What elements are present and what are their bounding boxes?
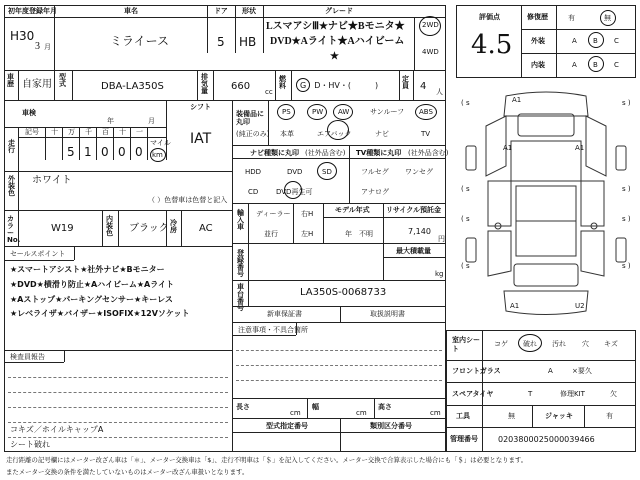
sales-line2: ★DVD★横滑り防止★Aハイビーム★Aライト bbox=[10, 280, 174, 289]
displacement-label: 排気量 bbox=[201, 73, 208, 95]
color-no-value: W19 bbox=[51, 223, 74, 234]
door-label: ドア bbox=[214, 7, 228, 15]
glass-opt-a: A bbox=[548, 367, 553, 375]
height-unit: cm bbox=[430, 409, 441, 417]
displacement-unit: cc bbox=[265, 88, 273, 96]
glass-opt-b: ×要久 bbox=[572, 367, 592, 375]
height-label: 高さ bbox=[378, 403, 392, 411]
length-unit: cm bbox=[290, 409, 301, 417]
mileage-unit-mile: マイル bbox=[150, 139, 171, 147]
recycle-label: リサイクル預託金 bbox=[386, 206, 442, 214]
mileage-label: 走行 bbox=[8, 139, 15, 154]
ac-label: 冷房 bbox=[170, 219, 177, 234]
interior-color-label: 内装色 bbox=[106, 215, 113, 237]
inspection-year-unit: 年 bbox=[107, 117, 114, 125]
equipment-sub: (純正のみ) bbox=[236, 130, 270, 138]
shape: HB bbox=[239, 35, 257, 49]
recycle-unit: 円 bbox=[438, 235, 445, 243]
seat-opt-torn: 破れ bbox=[523, 340, 537, 348]
chassis-label: 車台番号 bbox=[237, 283, 244, 312]
sales-line3: ★Aストップ★パーキングセンサー★キーレス bbox=[10, 295, 173, 304]
exterior-note: （ ）色替車は色替と記入 bbox=[148, 196, 228, 204]
width-label: 幅 bbox=[312, 403, 319, 411]
inspection-month-unit: 月 bbox=[148, 117, 155, 125]
diagram-bracket-1: ( s bbox=[461, 99, 470, 107]
registration-label: 登録番号 bbox=[237, 249, 244, 278]
class-label: 類別区分番号 bbox=[370, 422, 412, 430]
drive-4wd: 4WD bbox=[422, 48, 439, 56]
nav-hdd: HDD bbox=[245, 168, 262, 176]
equip-nav: ナビ bbox=[375, 130, 389, 138]
shape-label: 形状 bbox=[242, 7, 256, 15]
max-load-unit: kg bbox=[435, 270, 444, 278]
shift-value: IAT bbox=[190, 131, 212, 147]
first-reg-month: 3 bbox=[35, 41, 40, 52]
seat-opt-scratch: キズ bbox=[604, 340, 618, 348]
footer-line2: またメーター交換の条件を満たしていないものはメーター改ざん車扱いとなります。 bbox=[6, 468, 249, 476]
first-reg-label: 初年度登録年月 bbox=[8, 7, 57, 15]
spare-opt-none: 欠 bbox=[610, 390, 617, 398]
inspection-label: 車検 bbox=[22, 109, 36, 117]
tools-label: 工具 bbox=[456, 412, 470, 420]
grade-line2: DVD★Aライト★Aハイビーム bbox=[270, 36, 405, 47]
max-load-label: 最大積載量 bbox=[396, 247, 431, 255]
diagram-bracket-8: s ) bbox=[622, 262, 631, 270]
spare-opt-t: T bbox=[528, 390, 533, 398]
sales-label: セールスポイント bbox=[10, 250, 66, 258]
exterior-grade-a: A bbox=[572, 37, 577, 45]
tv-title: TV種類に丸印 bbox=[356, 149, 402, 157]
interior-grade-a: A bbox=[572, 61, 577, 69]
exterior-grade-label: 外装 bbox=[531, 37, 545, 45]
interior-color-value: ブラック bbox=[129, 223, 169, 234]
capacity-value: 4 bbox=[420, 81, 427, 92]
diagram-bracket-5: ( s bbox=[461, 215, 470, 223]
grade-line3: ★ bbox=[330, 51, 339, 62]
type-spec-label: 型式指定番号 bbox=[266, 422, 308, 430]
shift-label: シフト bbox=[190, 103, 211, 111]
first-reg-month-unit: 月 bbox=[44, 43, 51, 51]
grade-line1: LスマアシⅢ★ナビ★Bモニタ★ bbox=[266, 21, 405, 32]
first-reg-year: H30 bbox=[10, 29, 35, 43]
equip-leather: 本革 bbox=[280, 130, 294, 138]
model-year-label: モデル年式 bbox=[335, 206, 370, 214]
capacity-unit: 人 bbox=[436, 88, 443, 96]
chassis-value: LA350S-0068733 bbox=[300, 287, 387, 298]
mgmt-value: 0203800025000039466 bbox=[498, 435, 595, 444]
seat-label: 室内シート bbox=[452, 336, 480, 354]
tv-analog: アナログ bbox=[361, 188, 389, 196]
color-no-label: カラーNo. bbox=[7, 215, 21, 244]
mileage-h1: 十 bbox=[51, 128, 58, 136]
vehicle-label: 車歴 bbox=[7, 73, 14, 88]
seat-opt-burn: コゲ bbox=[494, 340, 508, 348]
ac-value: AC bbox=[199, 223, 213, 234]
spare-opt-kit: 修理KIT bbox=[560, 390, 585, 398]
mileage-d4: 0 bbox=[135, 145, 143, 159]
mileage-h5: 十 bbox=[119, 128, 126, 136]
nav-dvd: DVD bbox=[287, 168, 303, 176]
fuel-options: G D・HV・( ) bbox=[300, 81, 379, 90]
drive-2wd: 2WD bbox=[422, 21, 439, 29]
recycle-value: 7,140 bbox=[408, 227, 431, 236]
mileage-h6: 一 bbox=[136, 128, 143, 136]
diagram-bracket-6: s ) bbox=[622, 215, 631, 223]
jack-value: 有 bbox=[606, 412, 613, 420]
inspector-line1: コキズ／ホイルキャップA bbox=[10, 425, 104, 434]
notes-label: 注意事項・不具合箇所 bbox=[238, 326, 308, 334]
diagram-mark-4: A1 bbox=[510, 302, 520, 310]
equip-abs: ABS bbox=[419, 108, 433, 116]
model-value: DBA-LA350S bbox=[101, 81, 164, 92]
exterior-grade-c: C bbox=[614, 37, 619, 45]
vehicle-value: 自家用 bbox=[22, 79, 52, 90]
mgmt-label: 管理番号 bbox=[450, 435, 478, 443]
glass-label: フロントガラス bbox=[452, 367, 501, 375]
import-label: 輸入車 bbox=[237, 209, 244, 231]
mileage-h4: 百 bbox=[102, 128, 109, 136]
equip-tv: TV bbox=[421, 130, 431, 138]
grade-label: グレード bbox=[325, 7, 353, 15]
doors: 5 bbox=[217, 35, 225, 49]
warranty-label: 新車保証書 bbox=[267, 310, 302, 318]
equip-pw: PW bbox=[312, 108, 324, 116]
model-year-value: 年 不明 bbox=[345, 230, 373, 238]
mileage-d0: 5 bbox=[67, 145, 75, 159]
score-value: 4.5 bbox=[471, 30, 513, 60]
exterior-label: 外装色 bbox=[8, 175, 15, 197]
equip-airbag: エアバック bbox=[317, 130, 352, 138]
exterior-grade-b: B bbox=[593, 37, 598, 45]
diagram-bracket-7: ( s bbox=[461, 262, 470, 270]
car-name: ミライース bbox=[110, 34, 170, 48]
tv-oneseg: ワンセグ bbox=[405, 168, 433, 176]
tools-value: 無 bbox=[508, 412, 515, 420]
car-name-label: 車名 bbox=[124, 7, 138, 15]
model-label: 型式 bbox=[59, 73, 66, 88]
spare-label: スペアタイヤ bbox=[452, 390, 494, 398]
equip-aw: AW bbox=[338, 108, 350, 116]
mileage-unit-km: km bbox=[152, 151, 163, 159]
nav-sub: (社外品含む) bbox=[305, 149, 346, 157]
diagram-mark-1: A1 bbox=[512, 96, 522, 104]
nav-sd: SD bbox=[322, 168, 332, 176]
import-right: 右H bbox=[301, 210, 314, 218]
displacement-value: 660 bbox=[231, 81, 251, 92]
jack-label: ジャッキ bbox=[545, 412, 573, 420]
tv-fullseg: フルセグ bbox=[361, 168, 389, 176]
diagram-bracket-4: s ) bbox=[622, 185, 631, 193]
import-left: 左H bbox=[301, 230, 314, 238]
tv-sub: (社外品含む) bbox=[408, 149, 449, 157]
width-unit: cm bbox=[356, 409, 367, 417]
interior-grade-c: C bbox=[614, 61, 619, 69]
nav-dvd-playback: DVD再生可 bbox=[276, 188, 313, 196]
mileage-d1: 1 bbox=[84, 145, 92, 159]
interior-grade-b: B bbox=[593, 61, 598, 69]
repair-no: 無 bbox=[604, 14, 611, 22]
equip-ps: PS bbox=[282, 108, 291, 116]
nav-cd: CD bbox=[248, 188, 259, 196]
diagram-bracket-3: ( s bbox=[461, 185, 470, 193]
capacity-label: 定員 bbox=[402, 75, 409, 90]
fuel-label: 燃料 bbox=[279, 75, 286, 90]
diagram-mark-3: A1 bbox=[575, 144, 585, 152]
inspector-label: 検査員報告 bbox=[10, 353, 45, 361]
length-label: 長さ bbox=[236, 403, 250, 411]
seat-opt-hole: 穴 bbox=[582, 340, 589, 348]
diagram-mark-2: A1 bbox=[503, 144, 513, 152]
mileage-h0: 記号 bbox=[25, 128, 39, 136]
exterior-color: ホワイト bbox=[32, 175, 72, 186]
mileage-d3: 0 bbox=[118, 145, 126, 159]
manual-label: 取扱説明書 bbox=[370, 310, 405, 318]
repair-yes: 有 bbox=[568, 14, 575, 22]
car-outline-icon bbox=[456, 86, 636, 324]
sales-line4: ★レベライザ★バイザー★ISOFIX★12Vソケット bbox=[10, 309, 190, 318]
repair-label: 修復歴 bbox=[527, 13, 548, 21]
sales-line1: ★スマートアシスト★社外ナビ★Bモニター bbox=[10, 265, 165, 274]
interior-grade-label: 内装 bbox=[531, 61, 545, 69]
nav-title: ナビ種類に丸印 bbox=[250, 149, 299, 157]
car-damage-diagram bbox=[456, 86, 636, 324]
mileage-d2: 0 bbox=[101, 145, 109, 159]
mileage-h3: 千 bbox=[85, 128, 92, 136]
mileage-h2: 万 bbox=[68, 128, 75, 136]
diagram-mark-5: U2 bbox=[575, 302, 585, 310]
equipment-title: 装備品に丸印 bbox=[236, 110, 264, 127]
diagram-bracket-2: s ) bbox=[622, 99, 631, 107]
equip-sunroof: サンルーフ bbox=[370, 108, 405, 116]
import-parallel: 並行 bbox=[264, 230, 278, 238]
seat-opt-dirt: 汚れ bbox=[552, 340, 566, 348]
footer-line1: 走行距離の記号欄にはメーター改ざん車は「＊」、メーター交換車は「$」、走行不明車は「＄」を記入してください。メーター交換で合算表示した場合にも「＄」は必要となります。 bbox=[6, 456, 528, 464]
inspector-line2: シート破れ bbox=[10, 440, 50, 449]
score-label: 評価点 bbox=[479, 13, 500, 21]
import-dealer: ディーラー bbox=[256, 210, 291, 218]
